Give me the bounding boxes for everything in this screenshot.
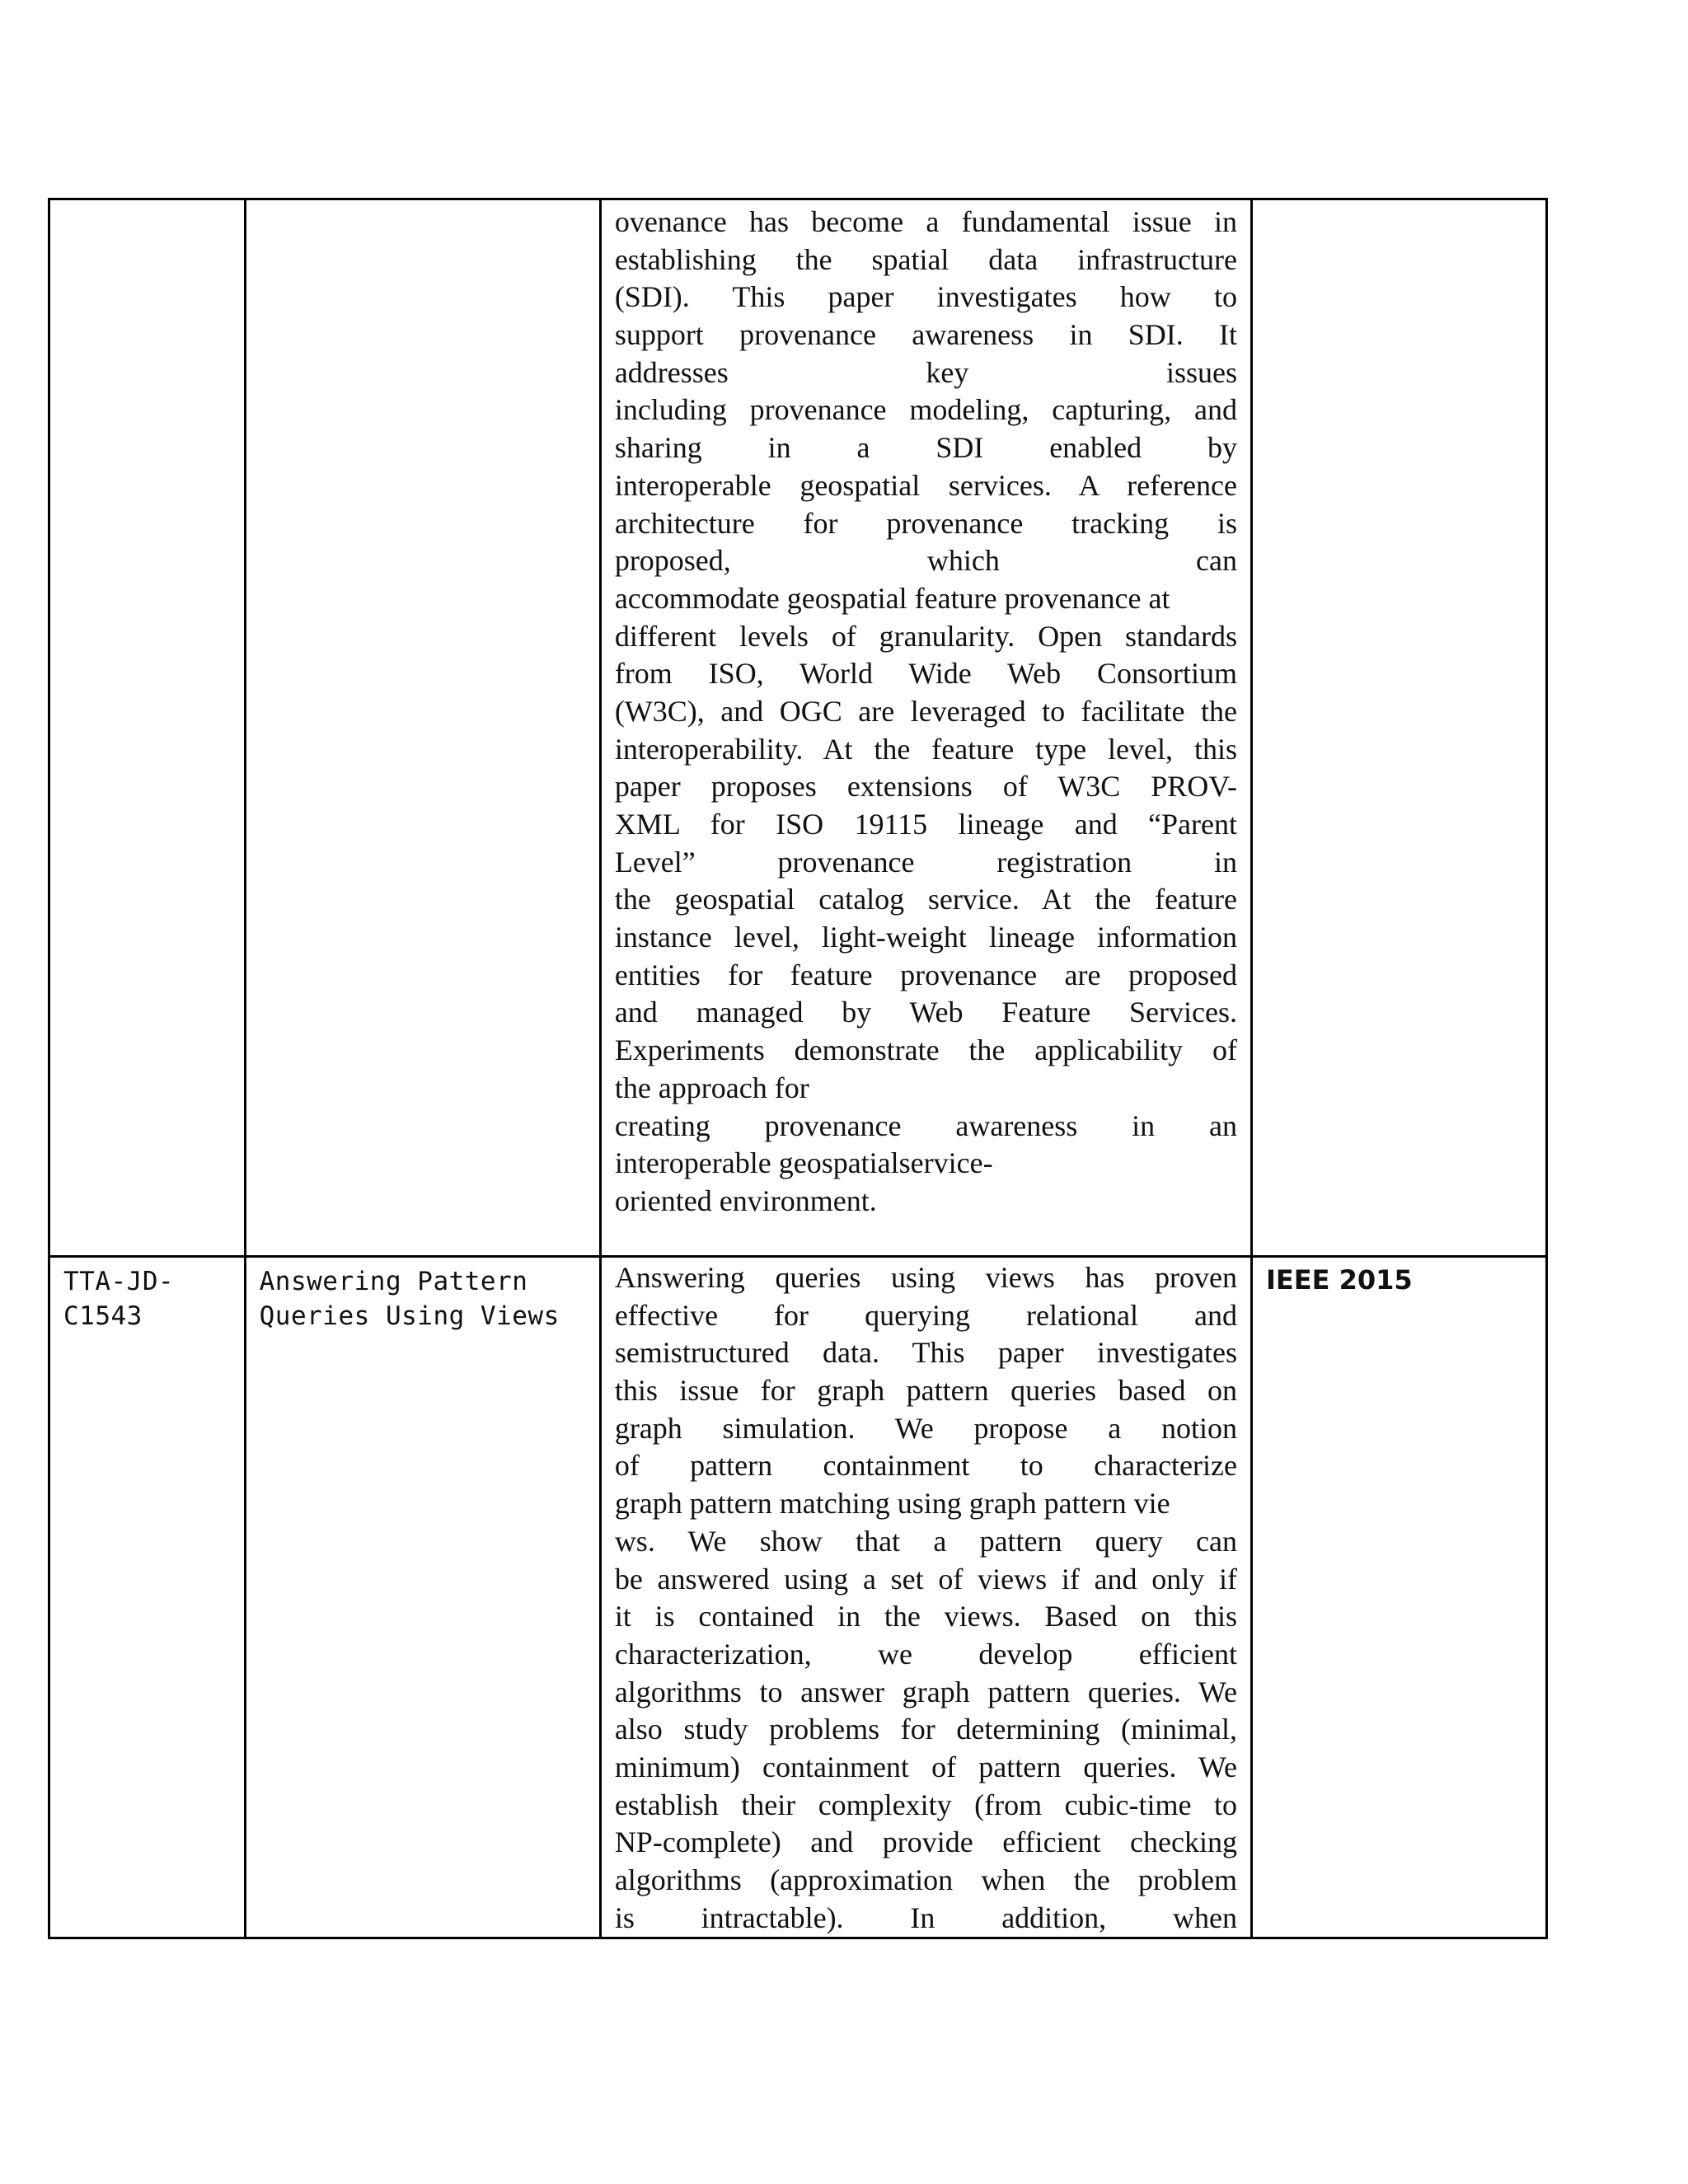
abstract-line: Level” provenance registration in [614, 845, 1237, 879]
abstract-cell [600, 1257, 1251, 1938]
abstract-text [615, 200, 1237, 1221]
abstract-line: is intractable). In addition, when [614, 1900, 1237, 1934]
abstract-line: the approach for [614, 1071, 809, 1104]
abstract-line: addresses key issues [614, 355, 1237, 389]
abstract-line: it is contained in the views. Based on this [614, 1600, 1237, 1633]
abstract-line: interoperability. At the feature type level, this [614, 732, 1237, 766]
abstract-line: proposed, which can [614, 544, 1237, 578]
project-id-cell [49, 199, 246, 1257]
abstract-line: graph pattern matching using graph pattern vie [614, 1487, 1170, 1521]
abstract-line: semistructured data. This paper investigates [614, 1336, 1237, 1370]
abstract-line: algorithms (approximation when the problem [614, 1863, 1237, 1896]
abstract-line: characterization, we develop efficient [614, 1637, 1237, 1671]
abstract-line: NP-complete) and provide efficient checking [614, 1825, 1237, 1859]
abstract-line: and managed by Web Feature Services. [614, 996, 1237, 1029]
abstract-line: the geospatial catalog service. At the feature [614, 883, 1237, 916]
abstract-line: instance level, light-weight lineage information [614, 921, 1237, 954]
table-row [49, 199, 1547, 1257]
abstract-line: (W3C), and OGC are leveraged to facilitate the [614, 694, 1237, 728]
abstract-line: support provenance awareness in SDI. It [614, 318, 1237, 352]
abstract-line: Experiments demonstrate the applicability of [614, 1033, 1237, 1067]
abstract-line: interoperable geospatial services. A reference [614, 468, 1237, 502]
abstract-line: algorithms to answer graph pattern queries. We [614, 1675, 1237, 1708]
abstract-line: effective for querying relational and [614, 1298, 1237, 1332]
project-id-cell: TTA-JD-C1543 [49, 1257, 246, 1938]
abstract-line: different levels of granularity. Open standards [614, 619, 1237, 653]
abstract-line: interoperable geospatialservice- [614, 1146, 993, 1180]
abstract-line: sharing in a SDI enabled by [614, 431, 1237, 465]
abstract-line: entities for feature provenance are proposed [614, 958, 1237, 991]
project-title-cell: Answering Pattern Queries Using Views [245, 1257, 600, 1938]
abstract-line: also study problems for determining (minimal, [614, 1713, 1237, 1746]
abstract-line: be answered using a set of views if and only if [614, 1562, 1237, 1596]
abstract-line: ovenance has become a fundamental issue in [614, 205, 1237, 238]
project-table [48, 198, 1548, 1939]
abstract-line: establish their complexity (from cubic-time to [614, 1788, 1237, 1821]
abstract-line: paper proposes extensions of W3C PROV- [614, 770, 1237, 804]
abstract-line: this issue for graph pattern queries based on [614, 1374, 1237, 1408]
abstract-line: XML for ISO 19115 lineage and “Parent [614, 808, 1237, 841]
publication-year-cell: IEEE 2015 [1251, 1257, 1546, 1938]
abstract-line: oriented environment. [614, 1183, 877, 1217]
abstract-line: architecture for provenance tracking is [614, 506, 1237, 540]
abstract-line: accommodate geospatial feature provenance at [614, 581, 1170, 615]
abstract-line: ws. We show that a pattern query can [614, 1524, 1237, 1558]
project-title-cell [245, 199, 600, 1257]
abstract-line: of pattern containment to characterize [614, 1449, 1237, 1483]
abstract-line: minimum) containment of pattern queries. We [614, 1750, 1237, 1783]
table-row [49, 1257, 1547, 1938]
abstract-line: graph simulation. We propose a notion [614, 1411, 1237, 1445]
abstract-line: (SDI). This paper investigates how to [614, 280, 1237, 314]
abstract-line: from ISO, World Wide Web Consortium [614, 657, 1237, 691]
publication-year-cell [1251, 199, 1546, 1257]
abstract-line: establishing the spatial data infrastructure [614, 242, 1237, 276]
abstract-line: creating provenance awareness in an [614, 1108, 1237, 1142]
abstract-text [615, 1258, 1237, 1937]
abstract-line: including provenance modeling, capturing, and [614, 393, 1237, 427]
abstract-line: Answering queries using views has proven [614, 1261, 1237, 1294]
abstract-cell [600, 199, 1251, 1257]
